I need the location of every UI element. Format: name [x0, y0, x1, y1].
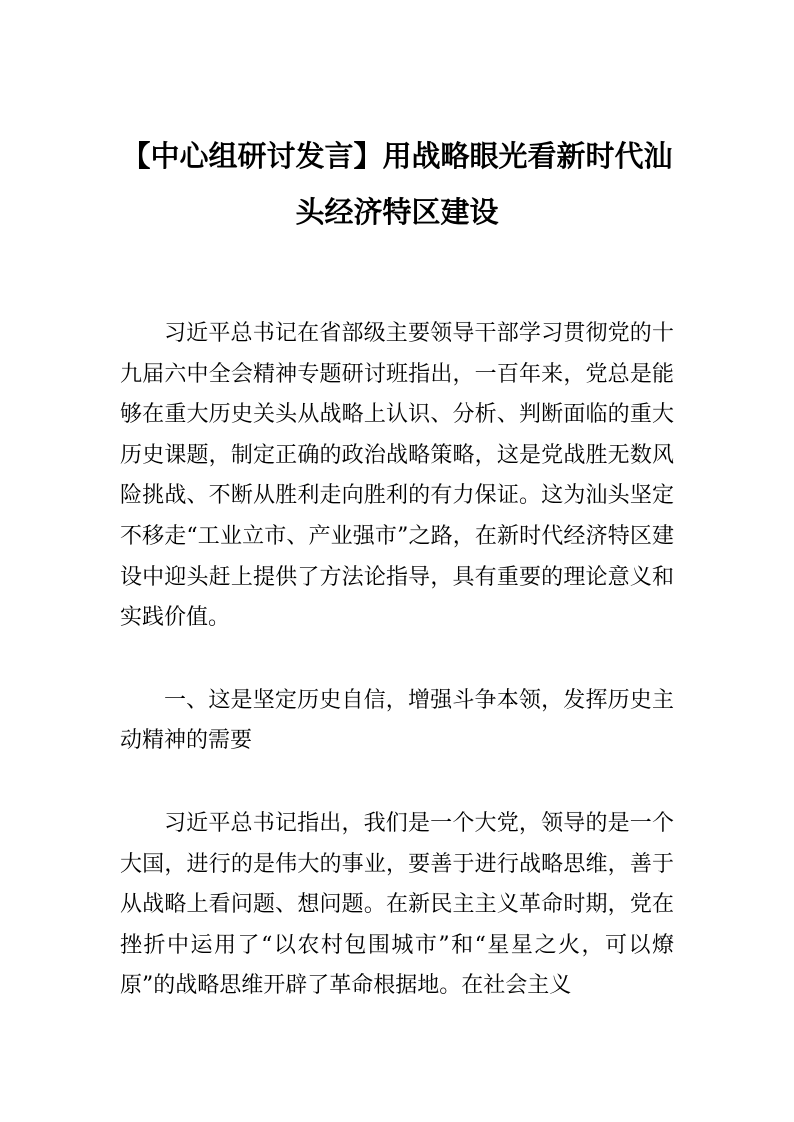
section-heading-1: 一、这是坚定历史自信，增强斗争本领，发挥历史主动精神的需要 — [120, 687, 674, 754]
title-line-1: 【中心组研讨发言】用战略眼光看新时代汕 — [121, 139, 673, 173]
paragraph-section-1: 习近平总书记指出，我们是一个大党，领导的是一个大国，进行的是伟大的事业，要善于进行战略思维，善于从战略上看问题、想问题。在新民主主义革命时期，党在挫折中运用了“以农村包围城市”和“星星之火，可以燎原”的战略思维开辟了革命根据地。在社会主义 — [120, 810, 674, 999]
document-title — [120, 128, 674, 240]
title-line-2: 头经济特区建设 — [295, 195, 499, 229]
paragraph-intro: 习近平总书记在省部级主要领导干部学习贯彻党的十九届六中全会精神专题研讨班指出，一百年来，党总是能够在重大历史关头从战略上认识、分析、判断面临的重大历史课题，制定正确的政治战略策略，这是党战胜无数风险挑战、不断从胜利走向胜利的有力保证。这为汕头坚定不移走“工业立市、产业强市”之路，在新时代经济特区建设中迎头赶上提供了方法论指导，具有重要的理论意义和实践价值。 — [120, 321, 674, 631]
document-page — [120, 128, 674, 1007]
